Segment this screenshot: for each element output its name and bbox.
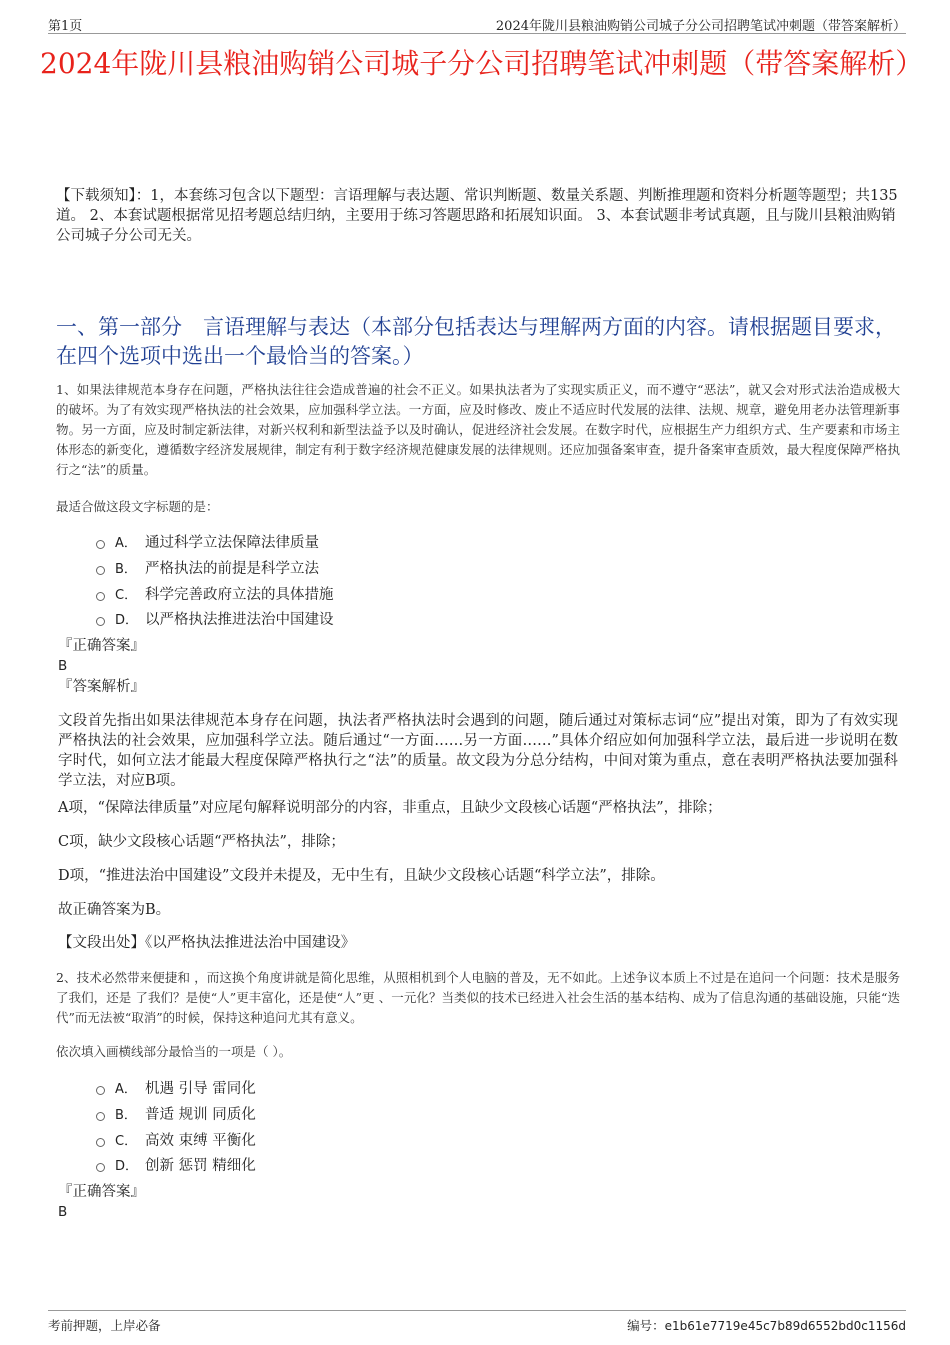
page-header [48, 14, 906, 34]
section-heading: 一、第一部分 言语理解与表达（本部分包括表达与理解两方面的内容。请根据题目要求，在四个选项中选出一个最恰当的答案。） [56, 315, 896, 368]
question-1-prompt: 最适合做这段文字标题的是： [56, 499, 219, 514]
document-code: 编号：e1b61e7719e45c7b89d6552bd0c1156d [627, 1318, 906, 1333]
analysis-option-d: D项，“推进法治中国建设”文段并未提及，无中生有，且缺少文段核心话题“科学立法”，排除。 [58, 868, 665, 884]
option-d[interactable]: D． 创新 惩罚 精细化 [96, 1152, 256, 1178]
radio-button-icon[interactable] [96, 592, 105, 601]
radio-button-icon[interactable] [96, 1163, 105, 1172]
option-d[interactable]: D． 以严格执法推进法治中国建设 [96, 606, 334, 632]
analysis-label: 『答案解析』 [58, 679, 145, 695]
passage-source: 【文段出处】《以严格执法推进法治中国建设》 [58, 935, 356, 951]
radio-button-icon[interactable] [96, 617, 105, 626]
radio-button-icon[interactable] [96, 1086, 105, 1095]
footer-slogan: 考前押题，上岸必备 [48, 1318, 161, 1333]
radio-button-icon[interactable] [96, 1112, 105, 1121]
page-title: 2024年陇川县粮油购销公司城子分公司招聘笔试冲刺题（带答案解析） [40, 47, 924, 80]
header-doc-title: 2024年陇川县粮油购销公司城子分公司招聘笔试冲刺题（带答案解析） [495, 19, 906, 34]
download-notice: 【下载须知】：1，本套练习包含以下题型：言语理解与表达题、常识判断题、数量关系题、判断推理题和资料分析题等题型；共135道。 2、本套试题根据常见招考题总结归纳，主要用于练习答题思路和拓展知识面。 3、本套试题非考试真题，且与陇川县粮油购销公司城子分公司无关。 [56, 188, 898, 244]
analysis-conclusion: 故正确答案为B。 [58, 902, 171, 918]
option-b[interactable]: B． 普适 规训 同质化 [96, 1101, 256, 1127]
analysis-text: 文段首先指出如果法律规范本身存在问题，执法者严格执法时会遇到的问题，随后通过对策标志词“应”提出对策，即为了有效实现严格执法的社会效果，应加强科学立法。随后通过“一方面……另一方面……”具体介绍应如何加强科学立法，最后进一步说明在数字时代，如何立法才能最大程度保障严格执行之“法”的质量。故文段为分总分结构，中间对策为重点，意在表明严格执法要加强科学立法，对应B项。 [58, 713, 898, 789]
page-footer [48, 1310, 906, 1340]
option-c[interactable]: C． 科学完善政府立法的具体措施 [96, 580, 334, 606]
radio-button-icon[interactable] [96, 566, 105, 575]
answer-value: B [58, 658, 68, 674]
radio-button-icon[interactable] [96, 1138, 105, 1147]
answer-label: 『正确答案』 [58, 638, 145, 654]
answer-value: B [58, 1204, 68, 1220]
answer-label: 『正确答案』 [58, 1184, 145, 1200]
radio-button-icon[interactable] [96, 540, 105, 549]
question-1-text: 1、如果法律规范本身存在问题，严格执法往往会造成普遍的社会不正义。如果执法者为了实现实质正义，而不遵守“恶法”，就又会对形式法治造成极大的破坏。为了有效实现严格执法的社会效果，应加强科学立法。一方面，应及时修改、废止不适应时代发展的法律、法规、规章，避免用老办法管理新事物。另一方面，应及时制定新法律，对新兴权利和新型法益予以及时确认，促进经济社会发展。在数字时代，应根据生产力组织方式、生产要素和市场主体形态的新变化，遵循数字经济发展规律，制定有利于数字经济规范健康发展的法律规则。还应加强备案审查，提升备案审查质效，最大程度保障严格执行之“法”的质量。 [56, 382, 900, 477]
analysis-option-c: C项，缺少文段核心话题“严格执法”，排除； [58, 834, 345, 850]
page-number: 第1页 [48, 19, 83, 34]
option-a[interactable]: A． 机遇 引导 雷同化 [96, 1075, 256, 1101]
option-b[interactable]: B． 严格执法的前提是科学立法 [96, 555, 334, 581]
question-1-options [96, 529, 334, 632]
option-a[interactable]: A． 通过科学立法保障法律质量 [96, 529, 334, 555]
analysis-option-a: A项，“保障法律质量”对应尾句解释说明部分的内容，非重点，且缺少文段核心话题“严格执法”，排除； [58, 800, 722, 816]
option-c[interactable]: C． 高效 束缚 平衡化 [96, 1126, 256, 1152]
question-2-options [96, 1075, 256, 1178]
question-2-text: 2、技术必然带来便捷和 ，而这换个角度讲就是简化思维，从照相机到个人电脑的普及，无不如此。上述争议本质上不过是在追问一个问题：技术是服务了我们，还是 了我们？是使“人”更丰富化，还是使“人”更 、一元化？当类似的技术已经进入社会生活的基本结构、成为了信息沟通的基础设施，只能“迭代”而无法被“取消”的时候，保持这种追问尤其有意义。 [56, 970, 900, 1025]
question-2-prompt: 依次填入画横线部分最恰当的一项是（ ）。 [56, 1044, 292, 1059]
